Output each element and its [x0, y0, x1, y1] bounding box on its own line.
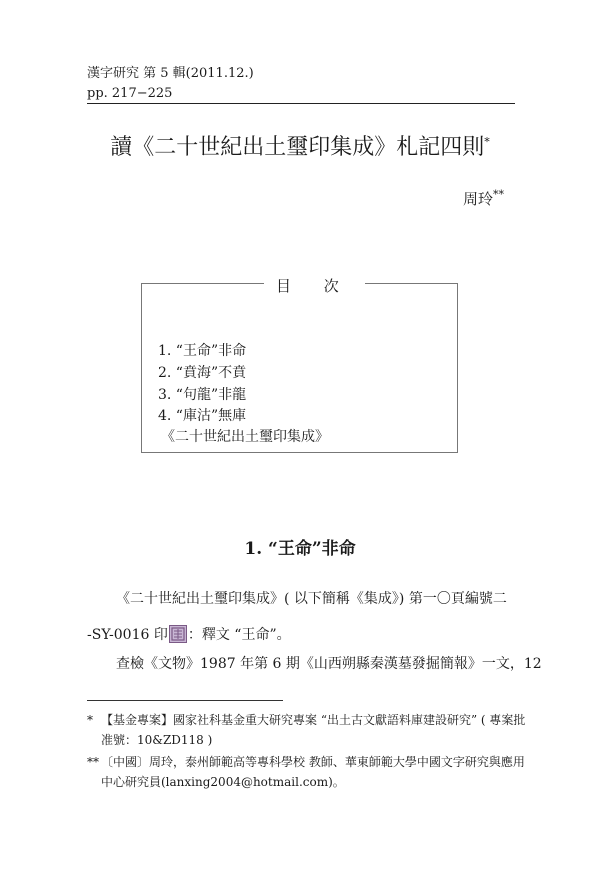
toc-item: 3. “句龍”非龍 [158, 387, 247, 403]
paragraph-text: -SY-0016 印 [87, 627, 168, 643]
toc-heading: 目 次 [264, 275, 365, 296]
toc-item: 《二十世紀出土璽印集成》 [161, 429, 329, 445]
paragraph-line: 查檢《文物》1987 年第 6 期《山西朔縣秦漢墓發掘簡報》一文，12 [116, 656, 542, 672]
footnote [87, 752, 527, 792]
footnote-rule [87, 700, 283, 701]
paragraph-text: ：釋文 “王命”。 [187, 627, 291, 643]
footnote-text: 〔中國〕周玲，泰州師範高等專科學校 教師、華東師範大學中國文字研究與應用中心研究員(lanxing2004@hotmail.com)。 [101, 755, 525, 789]
paragraph-line [87, 625, 291, 644]
toc-item: 4. “庫沽”無庫 [158, 408, 247, 424]
toc-item: 2. “賁海”不賁 [158, 365, 247, 381]
footnote [87, 710, 527, 750]
journal-info: 漢字研究 第 5 輯(2011.12.) [87, 66, 254, 81]
author [463, 188, 504, 209]
title-text: 讀《二十世紀出土璽印集成》札記四則 [110, 135, 485, 160]
title-footnote-mark: * [484, 135, 490, 149]
toc-item: 1. “王命”非命 [158, 343, 247, 359]
footnote-mark: ** [87, 755, 99, 769]
footnote-mark: * [87, 713, 93, 727]
author-footnote-mark: ** [493, 188, 504, 201]
seal-image [169, 625, 187, 643]
page-range: pp. 217−225 [87, 86, 173, 101]
author-name: 周玲 [462, 190, 493, 208]
section-heading: 1. “王命”非命 [244, 539, 356, 559]
article-title [0, 130, 600, 161]
header-rule [87, 103, 515, 104]
paragraph-line: 《二十世紀出土璽印集成》( 以下簡稱《集成》) 第一〇頁編號二 [116, 591, 507, 607]
footnote-text: 【基金專案】國家社科基金重大研究專案 “出土古文獻語料庫建設研究” ( 專案批准號：10&ZD118 ) [101, 713, 526, 747]
